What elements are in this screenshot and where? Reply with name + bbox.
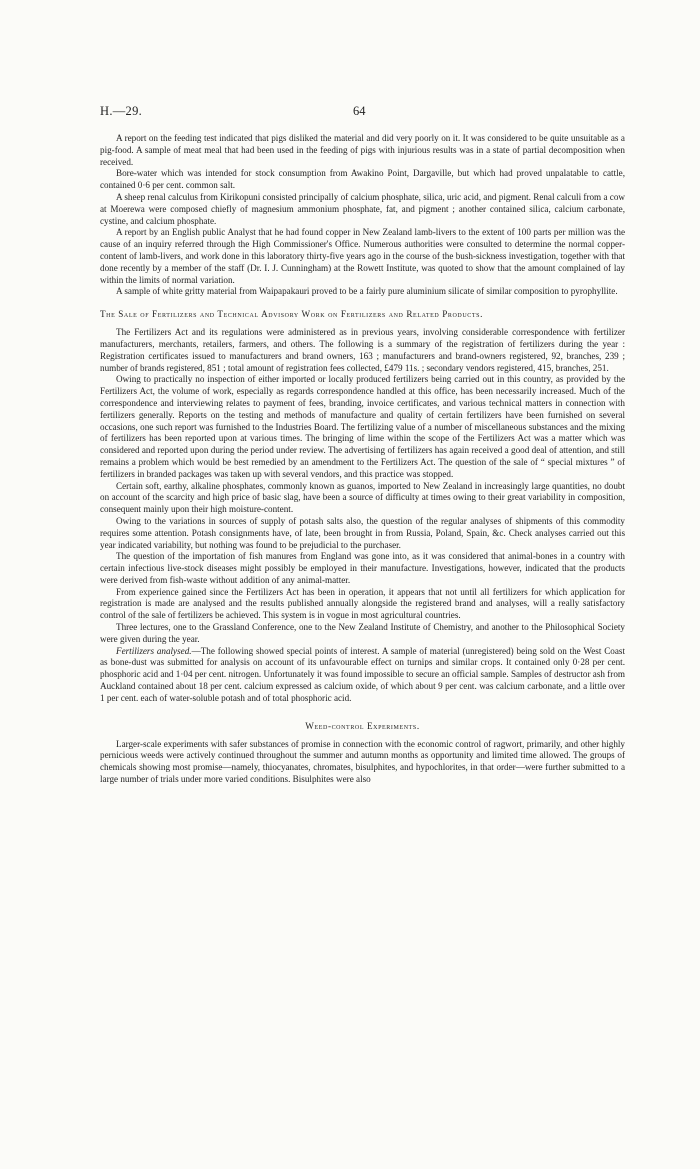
page-header: [100, 104, 625, 120]
paragraph: Owing to practically no inspection of either imported or locally produced fertilizers being carried out in this country, as provided by the Fertilizers Act, the volume of work, especially as regards correspondence handled at this office, has been necessarily increased. Much of the correspondence and interviewing relates to payment of fees, branding, invoice certificates, and various technical matters in connection with fertilizers generally. Reports on the testing and methods of manufacture and quality of certain fertilizers have been furnished on several occasions, one such report was furnished to the Industries Board. The fertilizing value of a number of miscellaneous substances and the mixing of fertilizers has been reported upon at various times. The bringing of lime within the scope of the Fertilizers Act was a matter which was considered and reported upon during the period under review. The advertising of fertilizers has again received a good deal of attention, and still remains a problem which would be best remedied by an amendment to the Fertilizers Act. The question of the sale of “ special mixtures ” of fertilizers in branded packages was taken up with several vendors, and this practice was stopped.: [100, 374, 625, 479]
section-heading-weed-control: Weed-control Experiments.: [305, 720, 420, 731]
paragraph: The Fertilizers Act and its regulations were administered as in previous years, involving considerable correspondence with fertilizer manufacturers, merchants, retailers, farmers, and others. The following is a summary of the registration of fertilizers during the year : Registration certificates issued to manufacturers and brand owners, 163 ; manufacturers and brand-owners registered, 92, branches, 239 ; number of brands registered, 851 ; total amount of registration fees collected, £479 11s. ; secondary vendors registered, 415, branches, 251.: [100, 327, 625, 373]
paragraph: A report on the feeding test indicated that pigs disliked the material and did very poorly on it. It was considered to be quite unsuitable as a pig-food. A sample of meat meal that had been used in the feeding of pigs with injurious results was in a state of partial decomposition when received.: [100, 133, 625, 167]
paragraph: Certain soft, earthy, alkaline phosphates, commonly known as guanos, imported to New Zealand in increasingly large quantities, no doubt on account of the scarcity and high price of basic slag, have been a source of difficulty at times owing to their great variability in composition, consequent mainly upon their high moisture-content.: [100, 480, 625, 515]
paragraph: Owing to the variations in sources of supply of potash salts also, the question of the regular analyses of shipments of this commodity requires some attention. Potash consignments have, of late, been brought in from Russia, Poland, Spain, &c. Check analyses carried out this year indicated variability, but nothing was found to be prejudicial to the purchaser.: [100, 515, 625, 550]
paragraph: Three lectures, one to the Grassland Conference, one to the New Zealand Institute of Chemistry, and another to the Philosophical Society were given during the year.: [100, 622, 625, 644]
run-in-heading: Fertilizers analysed.: [116, 645, 192, 656]
paragraph: The question of the importation of fish manures from England was gone into, as it was considered that animal-bones in a country with certain infectious live-stock diseases might possibly be employed in their manufacture. Investigations, however, indicated that the products were derived from fish-waste without addition of any animal-matter.: [100, 551, 625, 585]
page-body: [100, 133, 625, 786]
report-code: H.—29.: [100, 104, 143, 118]
paragraph: A sample of white gritty material from Waipapakauri proved to be a fairly pure aluminium silicate of similar composition to pyrophyllite.: [116, 286, 618, 297]
paragraph-text: —The following showed special points of interest. A sample of material (unregistered) being sold on the West Coast as bone-dust was submitted for analysis on account of its unfavourable effect on turnips and similar crops. It contained only 0·28 per cent. phosphoric acid and 1·04 per cent. nitrogen. Unfortunately it was found impossible to secure an official sample. Samples of destructor ash from Auckland contained about 18 per cent. calcium expressed as calcium oxide, of which about 9 per cent. was calcium carbonate, and a little over 1 per cent. each of water-soluble potash and of total phosphoric acid.: [100, 645, 625, 703]
paragraph: A sheep renal calculus from Kirikopuni consisted principally of calcium phosphate, silica, uric acid, and pigment. Renal calculi from a cow at Moerewa were composed chiefly of magnesium ammonium phosphate, fat, and pigment ; another contained silica, calcium carbonate, cystine, and calcium phosphate.: [100, 191, 625, 226]
section-heading-fertilizers: The Sale of Fertilizers and Technical Advisory Work on Fertilizers and Related Products.: [100, 309, 483, 320]
paragraph: Larger-scale experiments with safer substances of promise in connection with the economic control of ragwort, primarily, and other highly pernicious weeds were actively continued throughout the summer and autumn months as opportunity and limited time allowed. The groups of chemicals showing most promise—namely, thiocyanates, chromates, bisulphites, and hypochlorites, in that order—were further submitted to a large number of trials under more varied conditions. Bisulphites were also: [100, 738, 625, 785]
paragraph-fertilizers-analysed: [100, 646, 625, 705]
paragraph: From experience gained since the Fertilizers Act has been in operation, it appears that not until all fertilizers for which application for registration is made are analysed and the results published annually alongside the registered brand and analyses, will a really satisfactory control of the sale of fertilizers be achieved. This system is in vogue in most agricultural countries.: [100, 586, 625, 621]
paragraph: A report by an English public Analyst that he had found copper in New Zealand lamb-livers to the extent of 100 parts per million was the cause of an inquiry referred through the High Commissioner's Office. Numerous authorities were consulted to determine the normal copper-content of lamb-livers, and work done in this laboratory thirty-five years ago in the course of the bush-sickness investigation, together with that done recently by a member of the staff (Dr. I. J. Cunningham) at the Rowett Institute, was quoted to show that the amount complained of lay within the limits of normal variation.: [100, 227, 625, 285]
page-number: 64: [353, 104, 366, 118]
paragraph: Bore-water which was intended for stock consumption from Awakino Point, Dargaville, but which had proved unpalatable to cattle, contained 0·6 per cent. common salt.: [100, 168, 625, 191]
